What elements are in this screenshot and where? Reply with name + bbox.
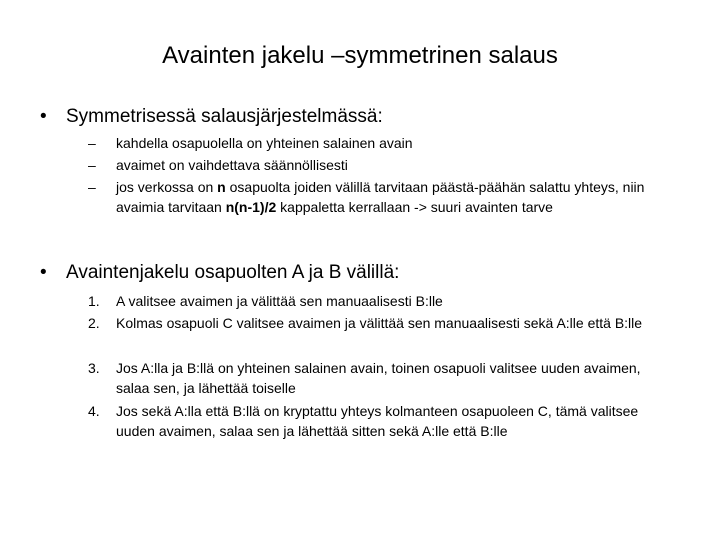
item-text: A valitsee avaimen ja välittää sen manuaalisesti B:lle [116, 293, 443, 309]
sub-item [88, 155, 688, 175]
bold-formula: n(n-1)/2 [225, 199, 277, 215]
item-number: 2. [88, 315, 100, 331]
sub-item-text: kahdella osapuolella on yhteinen salainen avain [116, 135, 413, 151]
numbered-item [88, 401, 668, 441]
bullet-icon: • [40, 262, 47, 283]
bold-n: n [217, 179, 226, 195]
text-part: osapuolta joiden välillä tarvitaan päästä-päähän salattu yhteys, niin avaimia tarvitaan [116, 179, 645, 215]
slide-title: Avainten jakelu –symmetrinen salaus [162, 42, 558, 69]
bullet-heading: Symmetrisessä salausjärjestelmässä: [66, 106, 383, 127]
item-text: Jos sekä A:lla että B:llä on kryptattu yhteys kolmanteen osapuoleen C, tämä valitsee uuden avaimen, salaa sen ja lähettää sitten sekä A:lle että B:lle [116, 403, 639, 439]
item-text: Kolmas osapuoli C valitsee avaimen ja välittää sen manuaalisesti sekä A:lle että B:lle [116, 315, 643, 331]
bullet-icon: • [40, 106, 47, 127]
dash-icon: – [88, 135, 96, 151]
bullet-heading: Avaintenjakelu osapuolten A ja B välillä: [66, 262, 400, 283]
sub-item [88, 177, 678, 217]
numbered-item [88, 313, 668, 333]
numbered-item [88, 291, 688, 311]
item-text: Jos A:lla ja B:llä on yhteinen salainen avain, toinen osapuoli valitsee uuden avaimen, salaa sen, ja lähettää toiselle [116, 360, 641, 396]
text-part: jos verkossa on [116, 179, 218, 195]
numbered-item [88, 358, 668, 398]
sub-item-text [116, 177, 678, 217]
dash-icon: – [88, 179, 96, 195]
item-number: 1. [88, 293, 100, 309]
text-part: kappaletta kerrallaan -> suuri avainten tarve [276, 199, 553, 215]
item-number: 3. [88, 360, 100, 376]
sub-item-text: avaimet on vaihdettava säännöllisesti [116, 157, 348, 173]
dash-icon: – [88, 157, 96, 173]
item-number: 4. [88, 403, 100, 419]
sub-item [88, 133, 688, 153]
